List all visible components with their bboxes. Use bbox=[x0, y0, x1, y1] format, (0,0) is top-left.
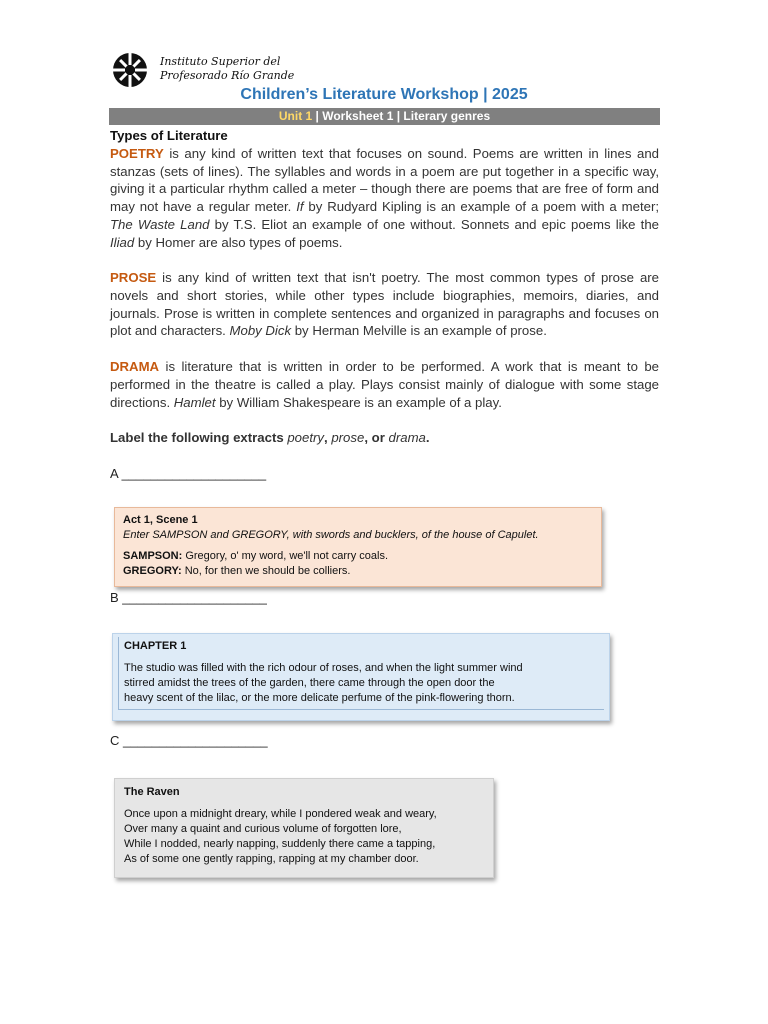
extract-c-line-2: Over many a quaint and curious volume of forgotten lore, bbox=[124, 823, 402, 835]
instruction bbox=[110, 429, 659, 447]
extract-a-scene: Act 1, Scene 1 bbox=[123, 514, 198, 526]
prose-text-2: by Herman Melville is an example of prose. bbox=[291, 323, 547, 339]
poetry-text-4: by Homer are also types of poems. bbox=[134, 234, 343, 250]
poem-title-if: If bbox=[296, 199, 304, 215]
page-title: Children’s Literature Workshop | 2025 bbox=[240, 86, 528, 103]
instruction-prose: prose bbox=[331, 430, 365, 445]
poetry-text-3: by T.S. Eliot an example of one without. Sonnets and epic poems like the bbox=[209, 216, 659, 232]
extract-c-box bbox=[114, 778, 494, 878]
extract-b-heading: CHAPTER 1 bbox=[124, 640, 187, 652]
extract-a-line-2 bbox=[123, 564, 593, 579]
prose-term: PROSE bbox=[110, 270, 157, 285]
answer-a-line[interactable]: A ____________________ bbox=[110, 466, 267, 481]
extract-c-line-3: While I nodded, nearly napping, suddenly there came a tapping, bbox=[124, 838, 436, 850]
institution-name bbox=[160, 55, 294, 83]
book-title-moby-dick: Moby Dick bbox=[229, 323, 292, 339]
poetry-term: POETRY bbox=[110, 145, 164, 161]
instruction-comma-1: , bbox=[324, 430, 332, 445]
extract-b-line-3: heavy scent of the lilac, or the more delicate perfume of the pink-flowering thorn. bbox=[124, 692, 515, 704]
poetry-text-1: is any kind of written text that focuses on sound. Poems are written in lines and stanzas (sets of lines). The syllables and words in a poem are put together in a specific way, giving it a particular rhythm called a meter – though there are poems that are free of form and may not have a regular meter. bbox=[110, 145, 659, 215]
extract-c-line-1: Once upon a midnight dreary, while I pondered weak and weary, bbox=[124, 808, 437, 820]
poetry-paragraph bbox=[110, 145, 659, 252]
speaker-sampson: SAMPSON: bbox=[123, 550, 183, 562]
extract-a-line-2-text: No, for then we should be colliers. bbox=[181, 565, 351, 577]
instruction-text: Label the following extracts bbox=[110, 430, 288, 445]
extract-a-line-1 bbox=[123, 549, 593, 564]
instruction-drama: drama bbox=[388, 430, 426, 445]
drama-text-2: by William Shakespeare is an example of a play. bbox=[215, 394, 502, 410]
prose-text-1: is any kind of written text that isn't poetry. The most common types of prose are novels and short stories, while other types include biographies, memoirs, diaries, and journals. Prose is written in complete sentences and organized in paragraphs and focuses on plot and characters. bbox=[110, 270, 659, 339]
instruction-comma-2: , or bbox=[364, 430, 389, 445]
answer-c-line[interactable]: C ____________________ bbox=[110, 733, 268, 748]
instruction-poetry: poetry bbox=[287, 430, 324, 445]
poetry-text-2: by Rudyard Kipling is an example of a poem with a meter; bbox=[303, 199, 659, 215]
unit-label: Unit 1 bbox=[278, 109, 313, 123]
drama-text-1: is literature that is written in order to be performed. A work that is meant to be performed in the theatre is called a play. Plays consist mainly of dialogue with some stage directions. bbox=[110, 359, 659, 410]
instruction-end: . bbox=[425, 430, 430, 445]
institute-logo-icon bbox=[108, 52, 152, 88]
poem-title-iliad: Iliad bbox=[110, 234, 135, 250]
speaker-gregory: GREGORY: bbox=[123, 565, 182, 577]
institution-line-1: Instituto Superior del bbox=[160, 55, 281, 68]
poetry-section bbox=[110, 127, 659, 252]
drama-paragraph bbox=[110, 358, 659, 411]
extract-c-line-4: As of some one gently rapping, rapping at my chamber door. bbox=[124, 853, 419, 865]
worksheet-label: | Worksheet 1 | Literary genres bbox=[312, 109, 491, 123]
unit-bar bbox=[109, 108, 660, 125]
prose-paragraph bbox=[110, 269, 659, 340]
institution-line-2: Profesorado Río Grande bbox=[160, 69, 295, 82]
poem-title-waste-land: The Waste Land bbox=[110, 216, 210, 232]
extract-a-line-1-text: Gregory, o' my word, we'll not carry coals. bbox=[182, 550, 389, 562]
extract-c-title: The Raven bbox=[124, 786, 180, 798]
extract-b-line-2: stirred amidst the trees of the garden, there came through the open door the bbox=[124, 677, 495, 689]
extract-a-direction: Enter SAMPSON and GREGORY, with swords and bucklers, of the house of Capulet. bbox=[123, 529, 539, 541]
section-heading: Types of Literature bbox=[110, 128, 228, 143]
extract-b-line-1: The studio was filled with the rich odour of roses, and when the light summer wind bbox=[124, 662, 523, 674]
drama-term: DRAMA bbox=[110, 359, 160, 374]
play-title-hamlet: Hamlet bbox=[173, 394, 216, 410]
extract-b-box bbox=[112, 633, 610, 721]
extract-a-box bbox=[114, 507, 602, 587]
answer-b-line[interactable]: B ____________________ bbox=[110, 590, 267, 605]
extract-b-inner bbox=[118, 637, 604, 710]
